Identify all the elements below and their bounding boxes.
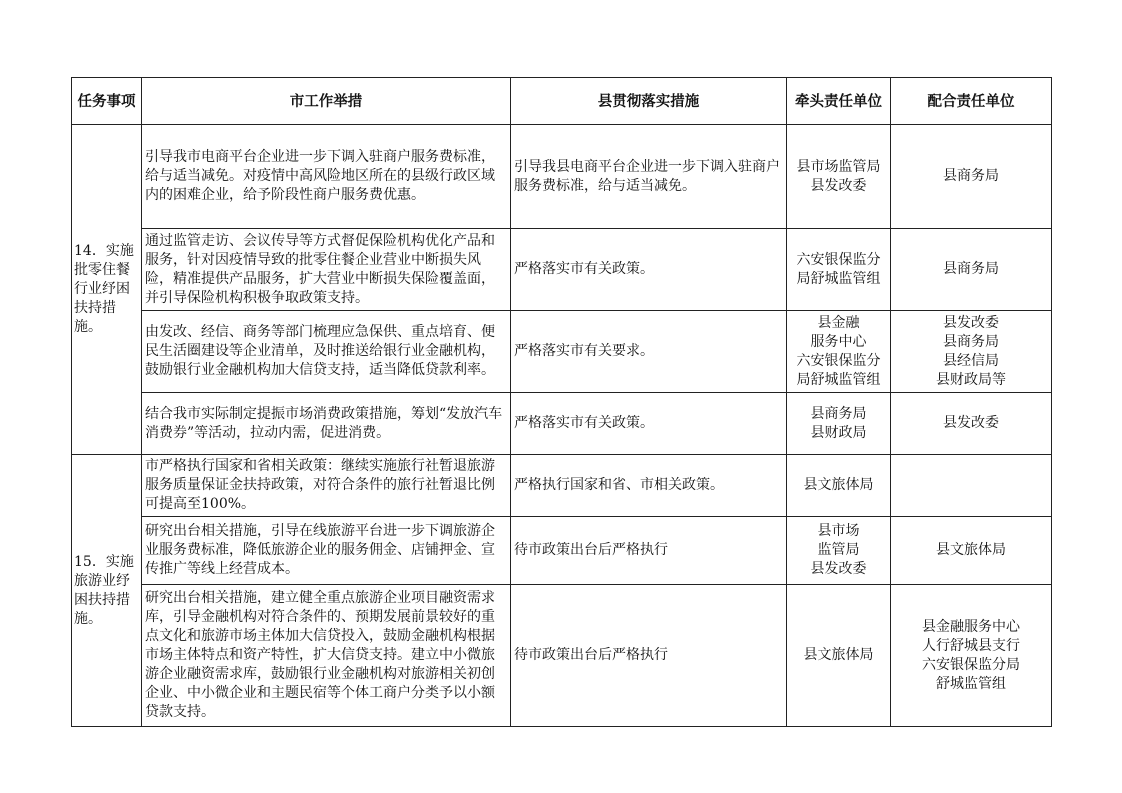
coop-unit-line: 县文旅体局 bbox=[936, 542, 1006, 558]
header-lead-unit: 牵头责任单位 bbox=[787, 78, 891, 125]
lead-unit-line: 县发改委 bbox=[810, 177, 867, 194]
table-row bbox=[72, 517, 1052, 585]
header-row bbox=[72, 78, 1052, 125]
lead-unit-line: 县商务局 bbox=[810, 405, 867, 422]
county-measure-cell: 严格落实市有关政策。 bbox=[511, 229, 787, 311]
lead-unit-line: 六安银保监分 bbox=[796, 251, 881, 268]
city-measure-cell: 结合我市实际制定提振市场消费政策措施，筹划“发放汽车消费券”等活动，拉动内需，促进消费。 bbox=[142, 393, 511, 455]
coop-unit-line: 县商务局 bbox=[943, 168, 999, 184]
lead-unit-line: 服务中心 bbox=[810, 333, 867, 350]
header-coop-unit: 配合责任单位 bbox=[891, 78, 1052, 125]
lead-unit-cell bbox=[787, 585, 891, 727]
coop-unit-line: 县商务局 bbox=[943, 333, 999, 350]
lead-unit-line: 六安银保监分 bbox=[796, 352, 881, 369]
city-measure-cell: 引导我市电商平台企业进一步下调入驻商户服务费标准，给与适当减免。对疫情中高风险地区所在的县级行政区域内的困难企业，给予阶段性商户服务费优惠。 bbox=[142, 125, 511, 229]
coop-unit-line: 县金融服务中心 bbox=[922, 618, 1020, 635]
coop-unit-line: 县商务局 bbox=[943, 261, 999, 277]
lead-unit-line: 县文旅体局 bbox=[803, 477, 874, 493]
task-cell: 14．实施批零住餐行业纾困扶持措施。 bbox=[72, 125, 142, 455]
header-city-measures: 市工作举措 bbox=[142, 78, 511, 125]
lead-unit-line: 局舒城监管组 bbox=[796, 371, 881, 388]
coop-unit-line: 县发改委 bbox=[943, 415, 999, 431]
header-task: 任务事项 bbox=[72, 78, 142, 125]
county-measure-cell: 待市政策出台后严格执行 bbox=[511, 585, 787, 727]
header-county-measures: 县贯彻落实措施 bbox=[511, 78, 787, 125]
coop-unit-cell bbox=[891, 125, 1052, 229]
coop-unit-line: 县财政局等 bbox=[936, 371, 1006, 388]
table-row bbox=[72, 393, 1052, 455]
county-measure-cell: 引导我县电商平台企业进一步下调入驻商户服务费标准，给与适当减免。 bbox=[511, 125, 787, 229]
county-measure-cell: 严格执行国家和省、市相关政策。 bbox=[511, 455, 787, 517]
city-measure-cell: 研究出台相关措施，引导在线旅游平台进一步下调旅游企业服务费标准，降低旅游企业的服务佣金、店铺押金、宣传推广等线上经营成本。 bbox=[142, 517, 511, 585]
lead-unit-line: 县金融 bbox=[817, 314, 860, 331]
coop-unit-line: 舒城监管组 bbox=[936, 675, 1006, 692]
city-measure-cell: 通过监管走访、会议传导等方式督促保险机构优化产品和服务，针对因疫情导致的批零住餐企业营业中断损失风险，精准提供产品服务，扩大营业中断损失保险覆盖面，并引导保险机构积极争取政策支持。 bbox=[142, 229, 511, 311]
lead-unit-line: 监管局 bbox=[817, 542, 860, 558]
table-row bbox=[72, 125, 1052, 229]
county-measure-cell: 待市政策出台后严格执行 bbox=[511, 517, 787, 585]
lead-unit-cell bbox=[787, 455, 891, 517]
coop-unit-line: 县发改委 bbox=[943, 314, 999, 331]
county-measure-cell: 严格落实市有关要求。 bbox=[511, 311, 787, 393]
coop-unit-cell bbox=[891, 585, 1052, 727]
lead-unit-line: 县市场 bbox=[817, 523, 860, 539]
lead-unit-line: 县市场监管局 bbox=[796, 158, 881, 175]
coop-unit-cell bbox=[891, 229, 1052, 311]
coop-unit-cell bbox=[891, 455, 1052, 517]
lead-unit-cell bbox=[787, 229, 891, 311]
city-measure-cell: 市严格执行国家和省相关政策：继续实施旅行社暂退旅游服务质量保证金扶持政策，对符合条件的旅行社暂退比例可提高至100%。 bbox=[142, 455, 511, 517]
policy-table bbox=[71, 77, 1052, 727]
table-row bbox=[72, 229, 1052, 311]
lead-unit-line: 县文旅体局 bbox=[803, 647, 874, 663]
lead-unit-line: 局舒城监管组 bbox=[796, 270, 881, 287]
coop-unit-cell bbox=[891, 393, 1052, 455]
lead-unit-cell bbox=[787, 517, 891, 585]
lead-unit-cell bbox=[787, 393, 891, 455]
coop-unit-cell bbox=[891, 517, 1052, 585]
coop-unit-cell bbox=[891, 311, 1052, 393]
table-row bbox=[72, 455, 1052, 517]
city-measure-cell: 由发改、经信、商务等部门梳理应急保供、重点培育、便民生活圈建设等企业清单，及时推送给银行业金融机构，鼓励银行业金融机构加大信贷支持，适当降低贷款利率。 bbox=[142, 311, 511, 393]
county-measure-cell: 严格落实市有关政策。 bbox=[511, 393, 787, 455]
table-row bbox=[72, 311, 1052, 393]
lead-unit-cell bbox=[787, 125, 891, 229]
coop-unit-line: 六安银保监分局 bbox=[922, 656, 1020, 673]
coop-unit-line: 人行舒城县支行 bbox=[922, 637, 1020, 654]
lead-unit-cell bbox=[787, 311, 891, 393]
lead-unit-line: 县发改委 bbox=[810, 561, 867, 577]
table-row bbox=[72, 585, 1052, 727]
task-cell: 15．实施旅游业纾困扶持措施。 bbox=[72, 455, 142, 727]
lead-unit-line: 县财政局 bbox=[810, 424, 867, 441]
coop-unit-line: 县经信局 bbox=[943, 352, 999, 369]
city-measure-cell: 研究出台相关措施，建立健全重点旅游企业项目融资需求库，引导金融机构对符合条件的、预期发展前景较好的重点文化和旅游市场主体加大信贷投入，鼓励金融机构根据市场主体特点和资产特性，扩大信贷支持。建立中小微旅游企业融资需求库，鼓励银行业金融机构对旅游相关初创企业、中小微企业和主题民宿等个体工商户分类予以小额贷款支持。 bbox=[142, 585, 511, 727]
